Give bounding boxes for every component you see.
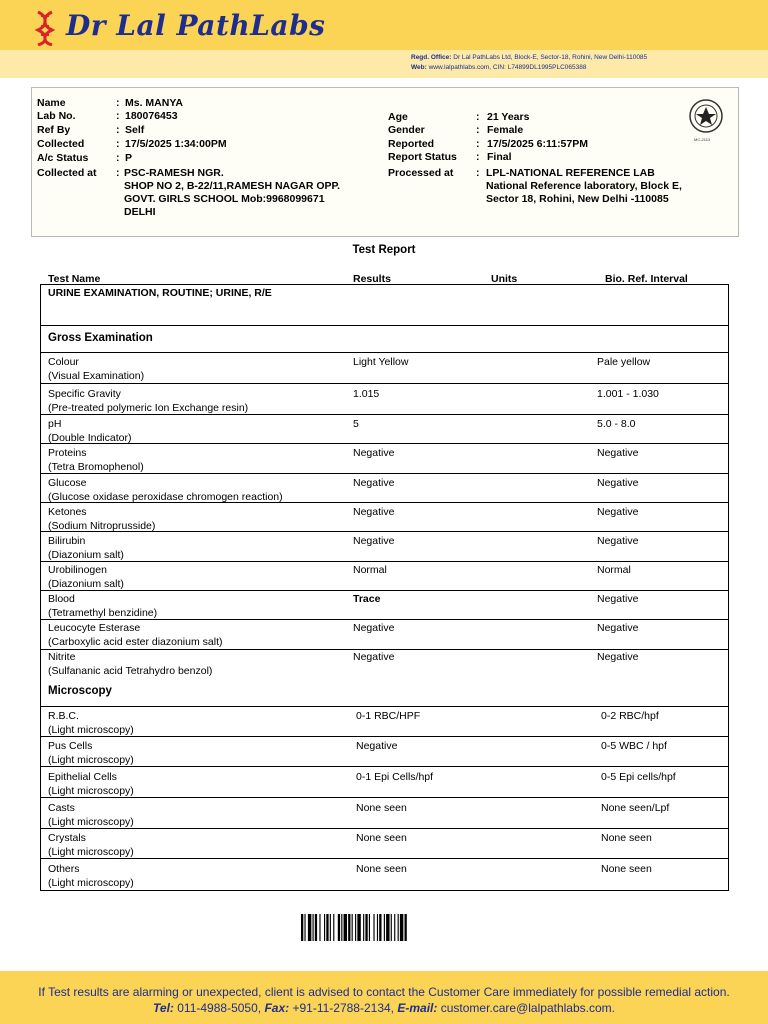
barcode-bar xyxy=(333,914,334,941)
barcode-bar xyxy=(341,914,342,941)
test-ref-interval: Negative xyxy=(597,622,639,634)
barcode-bar xyxy=(326,914,328,941)
row-divider xyxy=(40,561,729,562)
colon: : xyxy=(116,167,120,179)
test-method: (Glucose oxidase peroxidase chromogen reaction) xyxy=(48,491,283,503)
barcode-bar xyxy=(400,914,403,941)
section-gross-examination: Gross Examination xyxy=(48,332,153,344)
barcode-bar xyxy=(352,914,353,941)
test-method: (Light microscopy) xyxy=(48,785,134,797)
header-test-name: Test Name xyxy=(48,273,101,285)
barcode-bar xyxy=(308,914,311,941)
test-method: (Tetramethyl benzidine) xyxy=(48,607,158,619)
labno-value: 180076453 xyxy=(125,110,178,122)
barcode-bar xyxy=(394,914,395,941)
gender-label: Gender xyxy=(388,124,425,136)
test-result: None seen xyxy=(356,802,407,814)
barcode-bar xyxy=(319,914,320,941)
test-method: (Tetra Bromophenol) xyxy=(48,461,144,473)
test-result: Negative xyxy=(353,506,395,518)
test-result: None seen xyxy=(356,832,407,844)
test-name: Specific Gravity xyxy=(48,388,121,400)
report-title: Test Report xyxy=(352,244,416,256)
row-divider xyxy=(40,502,729,503)
colon: : xyxy=(476,151,480,163)
fax-value: +91-11-2788-2134, xyxy=(292,1001,395,1015)
barcode-bar xyxy=(384,914,385,941)
test-name: Glucose xyxy=(48,477,87,489)
test-result: Negative xyxy=(353,477,395,489)
processed-at-line: Sector 18, Rohini, New Delhi -110085 xyxy=(486,193,669,205)
test-method: (Light microscopy) xyxy=(48,846,134,858)
test-result: Trace xyxy=(353,593,381,605)
test-method: (Light microscopy) xyxy=(48,754,134,766)
divider xyxy=(40,352,729,353)
barcode-bar xyxy=(330,914,331,941)
test-name: Blood xyxy=(48,593,75,605)
test-result: Negative xyxy=(353,651,395,663)
collected-value: 17/5/2025 1:34:00PM xyxy=(125,138,227,150)
barcode-icon xyxy=(301,914,467,941)
test-result: None seen xyxy=(356,863,407,875)
test-ref-interval: Normal xyxy=(597,564,631,576)
row-divider xyxy=(40,473,729,474)
colon: : xyxy=(476,124,480,136)
test-method: (Carboxylic acid ester diazonium salt) xyxy=(48,636,223,648)
row-divider xyxy=(40,797,729,798)
row-divider xyxy=(40,858,729,859)
colon: : xyxy=(116,152,120,164)
colon: : xyxy=(116,138,120,150)
test-name: Others xyxy=(48,863,80,875)
test-result: 1.015 xyxy=(353,388,380,400)
brand-logo-text: Dr Lal PathLabs xyxy=(66,9,326,42)
header-bar xyxy=(0,0,768,78)
colon: : xyxy=(476,138,480,150)
test-ref-interval: 0-5 WBC / hpf xyxy=(601,740,667,752)
report-status-value: Final xyxy=(487,151,512,163)
test-method: (Diazonium salt) xyxy=(48,549,124,561)
barcode-bar xyxy=(391,914,392,941)
fax-label: Fax: xyxy=(264,1001,290,1015)
barcode-bar xyxy=(301,914,303,941)
collected-at-line: GOVT. GIRLS SCHOOL Mob:9968099671 xyxy=(124,193,325,205)
processed-at-line: National Reference laboratory, Block E, xyxy=(486,180,682,192)
barcode-bar xyxy=(373,914,374,941)
test-name: Leucocyte Esterase xyxy=(48,622,141,634)
test-name: Proteins xyxy=(48,447,87,459)
test-name: Crystals xyxy=(48,832,86,844)
barcode-bar xyxy=(338,914,340,941)
test-method: (Light microscopy) xyxy=(48,877,134,889)
row-divider xyxy=(40,383,729,384)
test-ref-interval: None seen xyxy=(601,832,652,844)
barcode-bar xyxy=(398,914,399,941)
processed-at-label: Processed at xyxy=(388,167,454,179)
row-divider xyxy=(40,828,729,829)
test-ref-interval: Negative xyxy=(597,506,639,518)
seal-label: MC-2113 xyxy=(694,137,711,142)
row-divider xyxy=(40,736,729,737)
test-result: 0-1 RBC/HPF xyxy=(356,710,421,722)
test-result: 5 xyxy=(353,418,359,430)
header-results: Results xyxy=(353,273,391,285)
name-label: Name xyxy=(37,97,66,109)
test-ref-interval: 1.001 - 1.030 xyxy=(597,388,659,400)
test-result: Negative xyxy=(356,740,398,752)
test-name: Bilirubin xyxy=(48,535,86,547)
test-result: Light Yellow xyxy=(353,356,409,368)
tel-label: Tel: xyxy=(153,1001,174,1015)
barcode-bar xyxy=(348,914,350,941)
test-ref-interval: 0-2 RBC/hpf xyxy=(601,710,659,722)
row-divider xyxy=(40,619,729,620)
test-method: (Visual Examination) xyxy=(48,370,145,382)
barcode-bar xyxy=(379,914,381,941)
colon: : xyxy=(116,97,120,109)
email-label: E-mail: xyxy=(397,1001,438,1015)
barcode-bar xyxy=(344,914,347,941)
footer-advisory: If Test results are alarming or unexpected, client is advised to contact the Customer Care immediately for possible remedial action. xyxy=(38,985,730,999)
test-result: Negative xyxy=(353,622,395,634)
test-ref-interval: Negative xyxy=(597,593,639,605)
report-status-label: Report Status xyxy=(388,151,457,163)
test-name: R.B.C. xyxy=(48,710,79,722)
barcode-bar xyxy=(377,914,378,941)
name-value: Ms. MANYA xyxy=(125,97,183,109)
test-ref-interval: 0-5 Epi cells/hpf xyxy=(601,771,676,783)
row-divider xyxy=(40,590,729,591)
regd-label: Regd. Office: xyxy=(411,54,452,61)
footer-contact xyxy=(0,1001,768,1015)
row-divider xyxy=(40,766,729,767)
age-label: Age xyxy=(388,111,408,123)
ac-status-value: P xyxy=(125,152,133,164)
barcode-bar xyxy=(324,914,325,941)
test-ref-interval: Negative xyxy=(597,447,639,459)
test-ref-interval: Pale yellow xyxy=(597,356,651,368)
test-name: Urobilinogen xyxy=(48,564,107,576)
test-ref-interval: Negative xyxy=(597,477,639,489)
test-name: Pus Cells xyxy=(48,740,93,752)
test-title: URINE EXAMINATION, ROUTINE; URINE, R/E xyxy=(48,287,272,299)
test-method: (Diazonium salt) xyxy=(48,578,124,590)
row-divider xyxy=(40,414,729,415)
divider xyxy=(40,706,729,707)
refby-label: Ref By xyxy=(37,124,71,136)
dna-logo-icon xyxy=(34,10,56,46)
collected-at-line: SHOP NO 2, B-22/11,RAMESH NAGAR OPP. xyxy=(124,180,341,192)
web-label: Web: xyxy=(411,64,427,71)
colon: : xyxy=(476,167,480,179)
barcode-bar xyxy=(355,914,356,941)
colon: : xyxy=(116,124,120,136)
test-result: Negative xyxy=(353,535,395,547)
test-name: Casts xyxy=(48,802,75,814)
barcode-bar xyxy=(304,914,305,941)
test-method: (Pre-treated polymeric Ion Exchange resin) xyxy=(48,402,249,414)
header-units: Units xyxy=(491,273,518,285)
test-ref-interval: None seen/Lpf xyxy=(601,802,670,814)
test-method: (Sodium Nitroprusside) xyxy=(48,520,156,532)
barcode-bar xyxy=(365,914,367,941)
barcode-bar xyxy=(363,914,364,941)
test-method: (Double Indicator) xyxy=(48,432,132,444)
tel-value[interactable]: 011-4988-5050, xyxy=(177,1001,262,1015)
test-result: 0-1 Epi Cells/hpf xyxy=(356,771,434,783)
footer-bar xyxy=(0,971,768,1024)
refby-value: Self xyxy=(125,124,145,136)
barcode-bar xyxy=(313,914,314,941)
accreditation-seal-icon xyxy=(688,98,724,134)
reported-label: Reported xyxy=(388,138,435,150)
test-method: (Light microscopy) xyxy=(48,816,134,828)
barcode-bar xyxy=(357,914,360,941)
section-microscopy: Microscopy xyxy=(48,685,112,697)
web-text: www.lalpathlabs.com, CIN: L74899DL1995PLC065388 xyxy=(428,64,587,71)
test-name: pH xyxy=(48,418,62,430)
collected-at-line: DELHI xyxy=(124,206,156,218)
header-band xyxy=(0,50,768,78)
barcode-bar xyxy=(386,914,389,941)
test-name: Ketones xyxy=(48,506,87,518)
row-divider xyxy=(40,443,729,444)
test-ref-interval: Negative xyxy=(597,651,639,663)
collected-label: Collected xyxy=(37,138,85,150)
regd-text: Dr Lal PathLabs Ltd, Block-E, Sector-18, Rohini, New Delhi-110085 xyxy=(453,54,648,61)
barcode-bar xyxy=(315,914,317,941)
header-ref-interval: Bio. Ref. Interval xyxy=(605,273,688,285)
barcode-bar xyxy=(369,914,370,941)
barcode-bar xyxy=(405,914,407,941)
test-result: Negative xyxy=(353,447,395,459)
processed-at-line: LPL-NATIONAL REFERENCE LAB xyxy=(486,167,655,179)
ac-status-label: A/c Status xyxy=(37,152,89,164)
labno-label: Lab No. xyxy=(37,110,76,122)
registered-office xyxy=(411,53,647,73)
test-name: Nitrite xyxy=(48,651,76,663)
colon: : xyxy=(116,110,120,122)
collected-at-label: Collected at xyxy=(37,167,97,179)
colon: : xyxy=(476,111,480,123)
test-name: Colour xyxy=(48,356,79,368)
email-value[interactable]: customer.care@lalpathlabs.com. xyxy=(440,1001,615,1015)
test-method: (Light microscopy) xyxy=(48,724,134,736)
row-divider xyxy=(40,531,729,532)
test-name: Epithelial Cells xyxy=(48,771,117,783)
test-ref-interval: None seen xyxy=(601,863,652,875)
divider xyxy=(40,325,729,326)
test-method: (Sulfananic acid Tetrahydro benzol) xyxy=(48,665,213,677)
test-ref-interval: Negative xyxy=(597,535,639,547)
age-value: 21 Years xyxy=(487,111,530,123)
test-result: Normal xyxy=(353,564,387,576)
collected-at-line: PSC-RAMESH NGR. xyxy=(124,167,224,179)
reported-value: 17/5/2025 6:11:57PM xyxy=(487,138,588,150)
test-ref-interval: 5.0 - 8.0 xyxy=(597,418,636,430)
gender-value: Female xyxy=(487,124,524,136)
